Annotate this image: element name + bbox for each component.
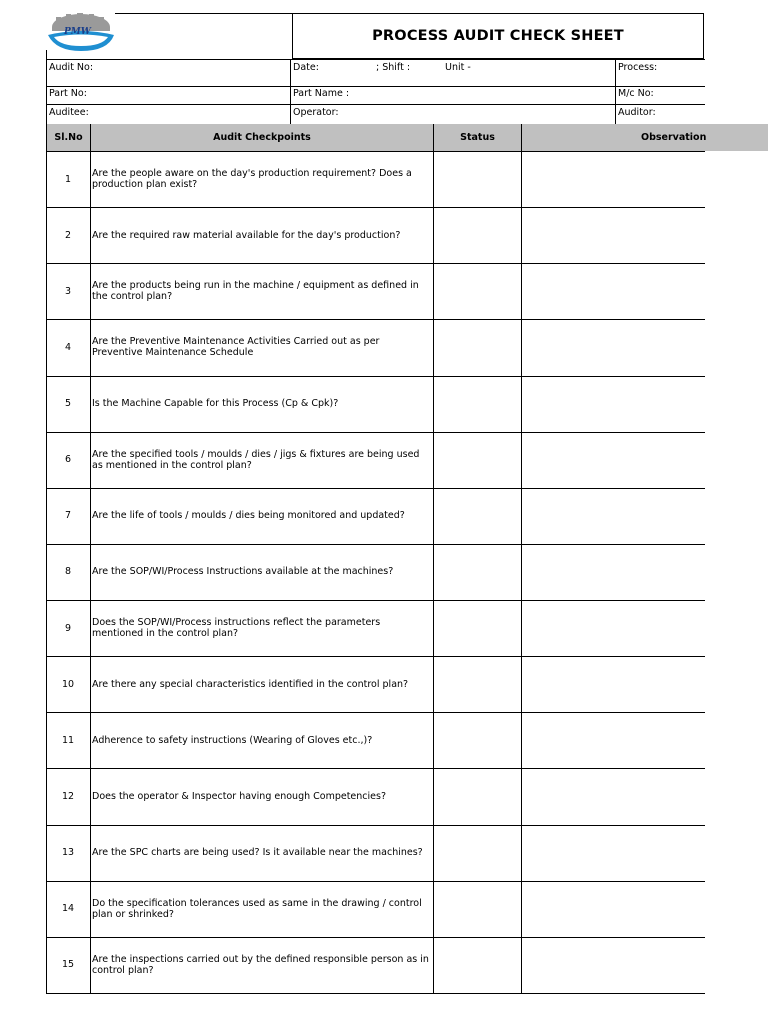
observation-cell[interactable] [522, 768, 705, 824]
row-number: 8 [64, 566, 72, 578]
status-cell[interactable] [433, 263, 521, 319]
audit-checkpoint: Are there any special characteristics identified in the control plan? [92, 678, 409, 690]
logo-cell [46, 13, 292, 59]
audit-checkpoint: Do the specification tolerances used as same in the drawing / control plan or shrinked? [92, 897, 422, 920]
part-name-label: Part Name : [293, 88, 350, 99]
audit-no-label: Audit No: [49, 62, 94, 73]
table-row [46, 488, 705, 544]
status-cell[interactable] [433, 319, 521, 375]
table-row [46, 432, 705, 488]
auditee-label: Auditee: [49, 107, 89, 118]
auditor-label: Auditor: [618, 107, 656, 118]
audit-checkpoint: Adherence to safety instructions (Wearing of Gloves etc.,)? [92, 734, 373, 746]
audit-checkpoint: Are the inspections carried out by the defined responsible person as in control plan? [92, 953, 429, 976]
status-cell[interactable] [433, 488, 521, 544]
status-cell[interactable] [433, 656, 521, 712]
observation-cell[interactable] [522, 656, 705, 712]
page-title: PROCESS AUDIT CHECK SHEET [292, 13, 704, 59]
table-row [46, 768, 705, 824]
observation-cell[interactable] [522, 207, 705, 263]
col-header-status: Status [434, 124, 521, 151]
process-label: Process: [618, 62, 658, 73]
table-row [46, 937, 705, 993]
operator-label: Operator: [293, 107, 339, 118]
observation-cell[interactable] [522, 881, 705, 937]
row-number: 12 [61, 790, 75, 802]
audit-checkpoint: Are the required raw material available for the day's production? [92, 229, 401, 241]
observation-cell[interactable] [522, 319, 705, 375]
observation-cell[interactable] [522, 488, 705, 544]
table-row [46, 263, 705, 319]
logo-text: PMW [64, 27, 91, 37]
observation-cell[interactable] [522, 432, 705, 488]
row-number: 2 [64, 229, 72, 241]
mc-no-label: M/c No: [618, 88, 654, 99]
row-number: 9 [64, 622, 72, 634]
observation-cell[interactable] [522, 544, 705, 600]
status-cell[interactable] [433, 207, 521, 263]
audit-checkpoint: Are the Preventive Maintenance Activities Carried out as per Preventive Maintenance Schedule [92, 336, 380, 359]
row-number: 14 [61, 903, 75, 915]
table-row [46, 207, 705, 263]
row-number: 4 [64, 341, 72, 353]
col-header-slno: Sl.No [47, 124, 90, 151]
part-no-label: Part No: [49, 88, 87, 99]
audit-checkpoint: Are the life of tools / moulds / dies being monitored and updated? [92, 510, 405, 522]
observation-cell[interactable] [522, 712, 705, 768]
shift-label: ; Shift : [376, 62, 411, 73]
date-label: Date: [293, 62, 319, 73]
audit-checkpoint: Does the operator & Inspector having enough Competencies? [92, 790, 386, 802]
table-row [46, 544, 705, 600]
observation-cell[interactable] [522, 263, 705, 319]
status-cell[interactable] [433, 432, 521, 488]
status-cell[interactable] [433, 825, 521, 881]
table-row [46, 376, 705, 432]
row-number: 1 [64, 173, 72, 185]
observation-cell[interactable] [522, 937, 705, 993]
status-cell[interactable] [433, 151, 521, 207]
table-row [46, 151, 705, 207]
status-cell[interactable] [433, 768, 521, 824]
row-number: 15 [61, 959, 75, 971]
audit-checkpoint: Are the SOP/WI/Process Instructions available at the machines? [92, 566, 394, 578]
status-cell[interactable] [433, 376, 521, 432]
row-number: 6 [64, 454, 72, 466]
status-cell[interactable] [433, 937, 521, 993]
audit-checkpoint: Are the people aware on the day's production requirement? Does a production plan exist? [92, 168, 412, 190]
row-divider [46, 993, 705, 994]
table-row [46, 712, 705, 768]
row-number: 13 [61, 847, 75, 859]
table-row [46, 600, 705, 656]
status-cell[interactable] [433, 881, 521, 937]
row-number: 10 [61, 678, 75, 690]
observation-cell[interactable] [522, 376, 705, 432]
status-cell[interactable] [433, 712, 521, 768]
audit-checkpoint: Does the SOP/WI/Process instructions reflect the parameters mentioned in the control plan? [92, 617, 381, 640]
audit-checkpoint: Are the products being run in the machine / equipment as defined in the control plan? [92, 280, 419, 303]
observation-cell[interactable] [522, 600, 705, 656]
status-cell[interactable] [433, 544, 521, 600]
observation-cell[interactable] [522, 825, 705, 881]
status-cell[interactable] [433, 600, 521, 656]
col-header-checkpoints: Audit Checkpoints [91, 124, 433, 151]
table-row [46, 319, 705, 375]
table-row [46, 825, 705, 881]
row-number: 7 [64, 510, 72, 522]
row-number: 11 [61, 734, 75, 746]
col-header-observation: Observation [522, 124, 768, 151]
audit-checkpoint: Is the Machine Capable for this Process (Cp & Cpk)? [92, 398, 339, 410]
audit-checkpoint: Are the specified tools / moulds / dies / jigs & fixtures are being used as mentioned in the control plan? [92, 448, 420, 471]
audit-checkpoint: Are the SPC charts are being used? Is it available near the machines? [92, 847, 423, 859]
table-row [46, 881, 705, 937]
observation-cell[interactable] [522, 151, 705, 207]
table-row [46, 656, 705, 712]
unit-label: Unit - [445, 62, 471, 73]
row-number: 3 [64, 285, 72, 297]
row-number: 5 [64, 398, 72, 410]
